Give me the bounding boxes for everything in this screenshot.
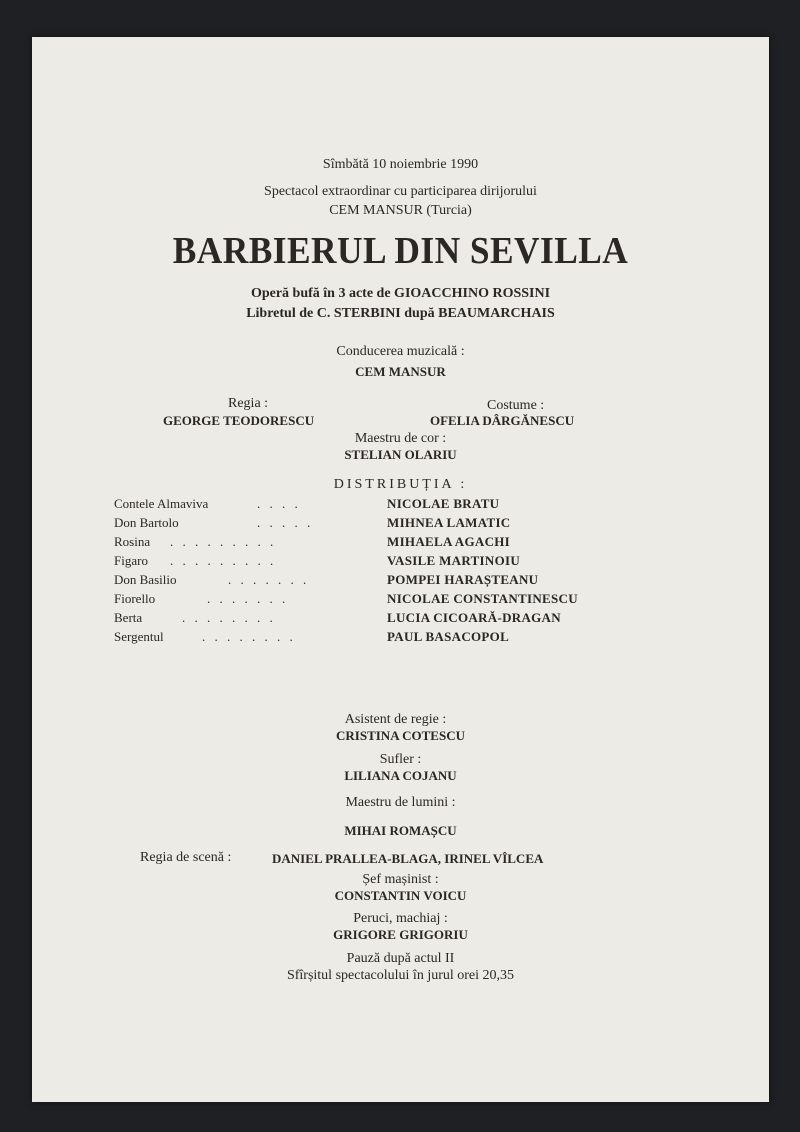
stage-direction-names: DANIEL PRALLEA-BLAGA, IRINEL VÎLCEA [272, 851, 544, 866]
libretto-line: Libretul de C. STERBINI după BEAUMARCHAIS [246, 306, 555, 321]
costume-label: Costume : [487, 398, 545, 413]
chorus-master-name: STELIAN OLARIU [344, 447, 457, 462]
role-name: Berta [114, 610, 143, 625]
end-time-note: Sfîrșitul spectacolului în jurul orei 20,35 [286, 968, 515, 983]
prompter-name: LILIANA COJANU [344, 768, 457, 783]
chorus-master-label: Maestru de cor : [354, 431, 447, 446]
lighting-name: MIHAI ROMAȘCU [344, 823, 457, 838]
actor-name: VASILE MARTINOIU [387, 553, 521, 568]
assistant-director-label: Asistent de regie : [344, 712, 447, 727]
role-name: Sergentul [114, 629, 164, 644]
leader-dots: . . . . [257, 496, 301, 511]
special-performance-line: Spectacol extraordinar cu participarea dirijorului [264, 184, 537, 199]
actor-name: POMPEI HARAȘTEANU [387, 572, 539, 587]
direction-label: Regia : [228, 396, 269, 411]
chief-machinist-label: Șef mașinist : [362, 872, 439, 887]
music-director-name: CEM MANSUR [355, 364, 446, 379]
leader-dots: . . . . . . . [207, 591, 289, 606]
director-name: GEORGE TEODORESCU [163, 413, 315, 428]
opera-title: BARBIERUL DIN SEVILLA [172, 230, 629, 272]
actor-name: LUCIA CICOARĂ-DRAGAN [387, 610, 561, 625]
music-direction-label: Conducerea muzicală : [336, 344, 465, 359]
role-name: Fiorello [114, 591, 156, 606]
actor-name: NICOLAE CONSTANTINESCU [387, 591, 578, 606]
role-name: Rosina [114, 534, 151, 549]
intermission-note: Pauză după actul II [346, 951, 455, 966]
costume-designer-name: OFELIA DÂRGĂNESCU [430, 413, 575, 428]
actor-name: NICOLAE BRATU [387, 496, 500, 511]
leader-dots: . . . . . . . [228, 572, 310, 587]
makeup-label: Peruci, machiaj : [353, 911, 448, 926]
performance-date: Sîmbătă 10 noiembrie 1990 [322, 157, 479, 172]
guest-conductor: CEM MANSUR (Turcia) [329, 203, 472, 218]
role-name: Contele Almaviva [114, 496, 209, 511]
actor-name: MIHAELA AGACHI [387, 534, 511, 549]
makeup-name: GRIGORE GRIGORIU [333, 927, 468, 942]
leader-dots: . . . . . . . . . [170, 553, 277, 568]
prompter-label: Sufler : [379, 752, 422, 767]
actor-name: PAUL BASACOPOL [387, 629, 510, 644]
opera-subtitle: Operă bufă în 3 acte de GIOACCHINO ROSSINI [250, 286, 551, 301]
program-sheet [32, 37, 769, 1102]
chief-machinist-name: CONSTANTIN VOICU [334, 888, 467, 903]
stage-direction-label: Regia de scenă : [140, 850, 232, 865]
leader-dots: . . . . . . . . [182, 610, 276, 625]
actor-name: MIHNEA LAMATIC [387, 515, 511, 530]
role-name: Don Basilio [114, 572, 177, 587]
role-name: Figaro [114, 553, 148, 568]
assistant-director-name: CRISTINA COTESCU [336, 728, 465, 743]
leader-dots: . . . . . [257, 515, 314, 530]
role-name: Don Bartolo [114, 515, 179, 530]
leader-dots: . . . . . . . . [202, 629, 296, 644]
lighting-label: Maestru de lumini : [345, 795, 456, 810]
cast-heading: DISTRIBUȚIA : [333, 477, 468, 492]
leader-dots: . . . . . . . . . [170, 534, 277, 549]
